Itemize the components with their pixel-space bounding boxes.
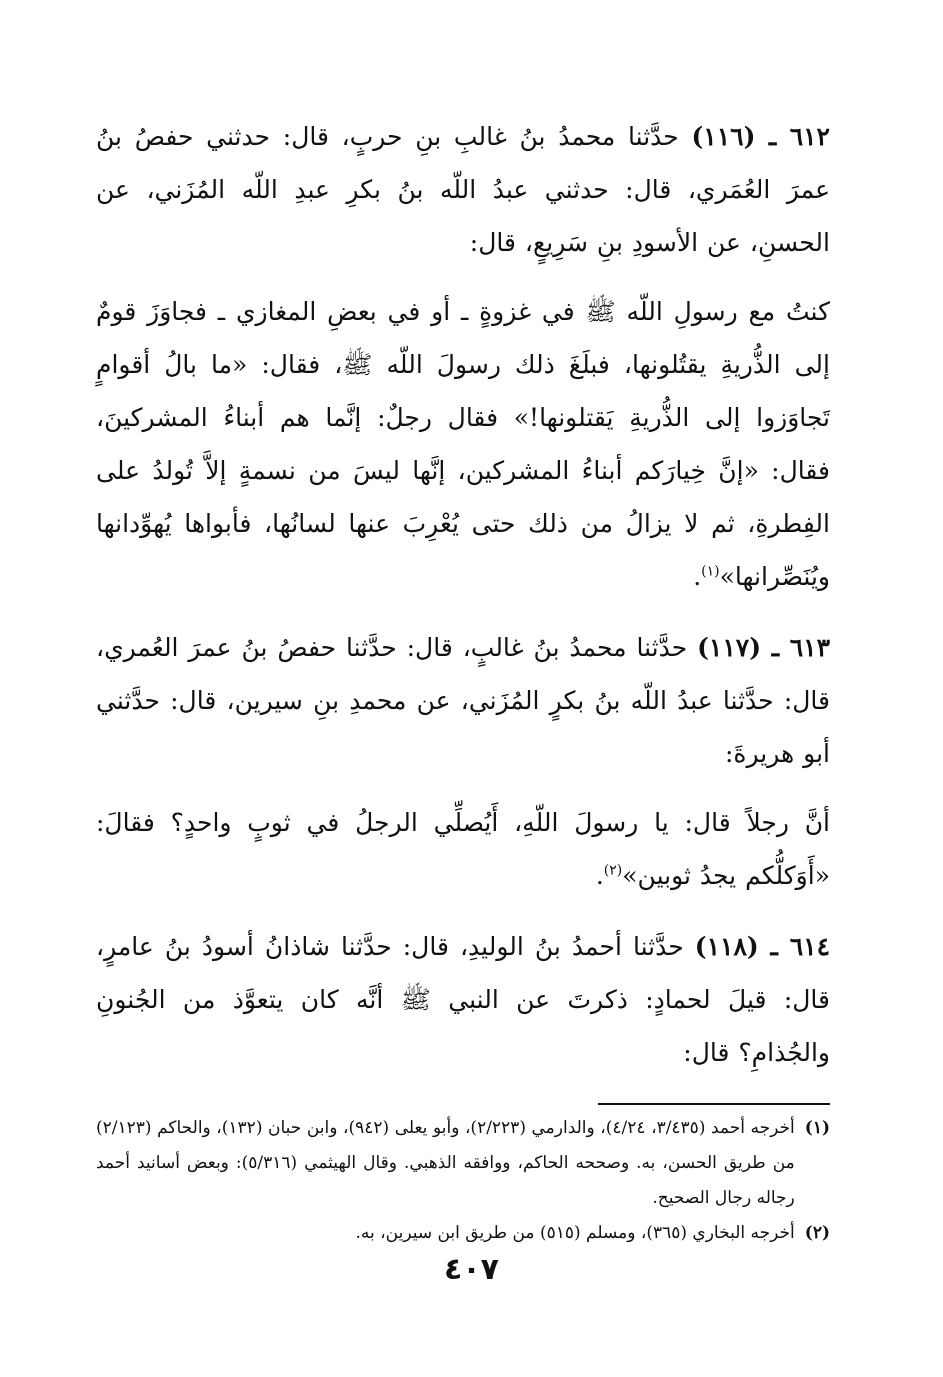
footnotes (96, 1111, 830, 1251)
page-number: ٤٠٧ (444, 1252, 499, 1287)
hadith-613-isnad (96, 621, 830, 780)
footnote-2 (96, 1216, 830, 1251)
page-body (96, 110, 830, 1251)
hadith-612-matn (96, 285, 830, 603)
hadith-number: ٦١٢ ـ (١١٦) (691, 122, 830, 151)
footnote-ref: (١) (701, 563, 720, 580)
hadith-612-isnad (96, 110, 830, 269)
footnote-marker: (٢) (804, 1223, 830, 1243)
hadith-613-matn (96, 796, 830, 902)
matn-end: . (595, 861, 604, 890)
footnote-text: أخرجه البخاري (٣٦٥)، ومسلم (٥١٥) من طريق ابن سيرين، به. (355, 1223, 795, 1243)
footnote-ref: (٢) (603, 862, 623, 879)
isnad-text: حدَّثنا محمدُ بنُ غالبِ بنِ حربٍ، قال: حدثني حفصُ بنُ عمرَ العُمَري، قال: حدثني عبدُ اللّه بنُ بكرِ عبدِ اللّه المُزَني، عن الحسنِ، عن الأسودِ بنِ سَرِيعٍ، قال: (96, 122, 830, 257)
hadith-number: ٦١٤ ـ (١١٨) (694, 932, 831, 961)
matn-end: . (693, 562, 702, 591)
footnote-marker: (١) (804, 1118, 830, 1138)
footnote-text: أخرجه أحمد (٣/٤٣٥، ٤/٢٤)، والدارمي (٢/٢٢٣)، وأبو يعلى (٩٤٢)، وابن حبان (١٣٢)، والحاكم (٢/١٢٣) من طريق الحسن، به. وصححه الحاكم، ووافقه الذهبي. وقال الهيثمي (٥/٣١٦): وبعض أسانيد أحمد رجاله رجال الصحيح. (96, 1118, 795, 1208)
footnote-1 (96, 1111, 830, 1216)
isnad-text: حدَّثنا محمدُ بنُ غالبٍ، قال: حدَّثنا حفصُ بنُ عمرَ العُمري، قال: حدَّثنا عبدُ اللّه بنُ بكرٍ المُزَني، عن محمدِ بنِ سيرين، قال: حدَّثني أبو هريرةَ: (96, 633, 830, 768)
isnad-text: حدَّثنا أحمدُ بنُ الوليدِ، قال: حدَّثنا شاذانُ أسودُ بنُ عامرٍ، قال: قيلَ لحمادٍ: ذكرتَ عن النبي ﷺ أنَّه كان يتعوَّذ من الجُنونِ والجُذامِ؟ قال: (96, 932, 830, 1067)
footnote-separator-wrap (96, 1095, 830, 1111)
matn-text: كنتُ مع رسولِ اللّه ﷺ في غزوةٍ ـ أو في بعضِ المغازي ـ فجاوَزَ قومٌ إلى الذُّريةِ يقتُلونها، فبلَغَ ذلك رسولَ اللّه ﷺ، فقال: «ما بالُ أقوامٍ تَجاوَزوا إلى الذُّريةِ يَقتلونها!» فقال رجلٌ: إنَّما هم أبناءُ المشركينَ، فقال: «إنَّ خِيارَكم أبناءُ المشركين، إنَّها ليسَ من نسمةٍ إلاَّ تُولدُ على الفِطرةِ، ثم لا يزالُ من ذلك حتى يُعْرِبَ عنها لسانُها، فأبواها يُهوِّدانها ويُنَصِّرانها» (96, 297, 830, 591)
matn-text: أنَّ رجلاً قال: يا رسولَ اللّهِ، أَيُصلِّي الرجلُ في ثوبٍ واحدٍ؟ فقالَ: «أَوَكلُّكم يجدُ ثوبين» (96, 808, 830, 890)
hadith-number: ٦١٣ ـ (١١٧) (697, 633, 831, 662)
hadith-614-isnad (96, 920, 830, 1079)
footnote-separator (598, 1103, 830, 1105)
